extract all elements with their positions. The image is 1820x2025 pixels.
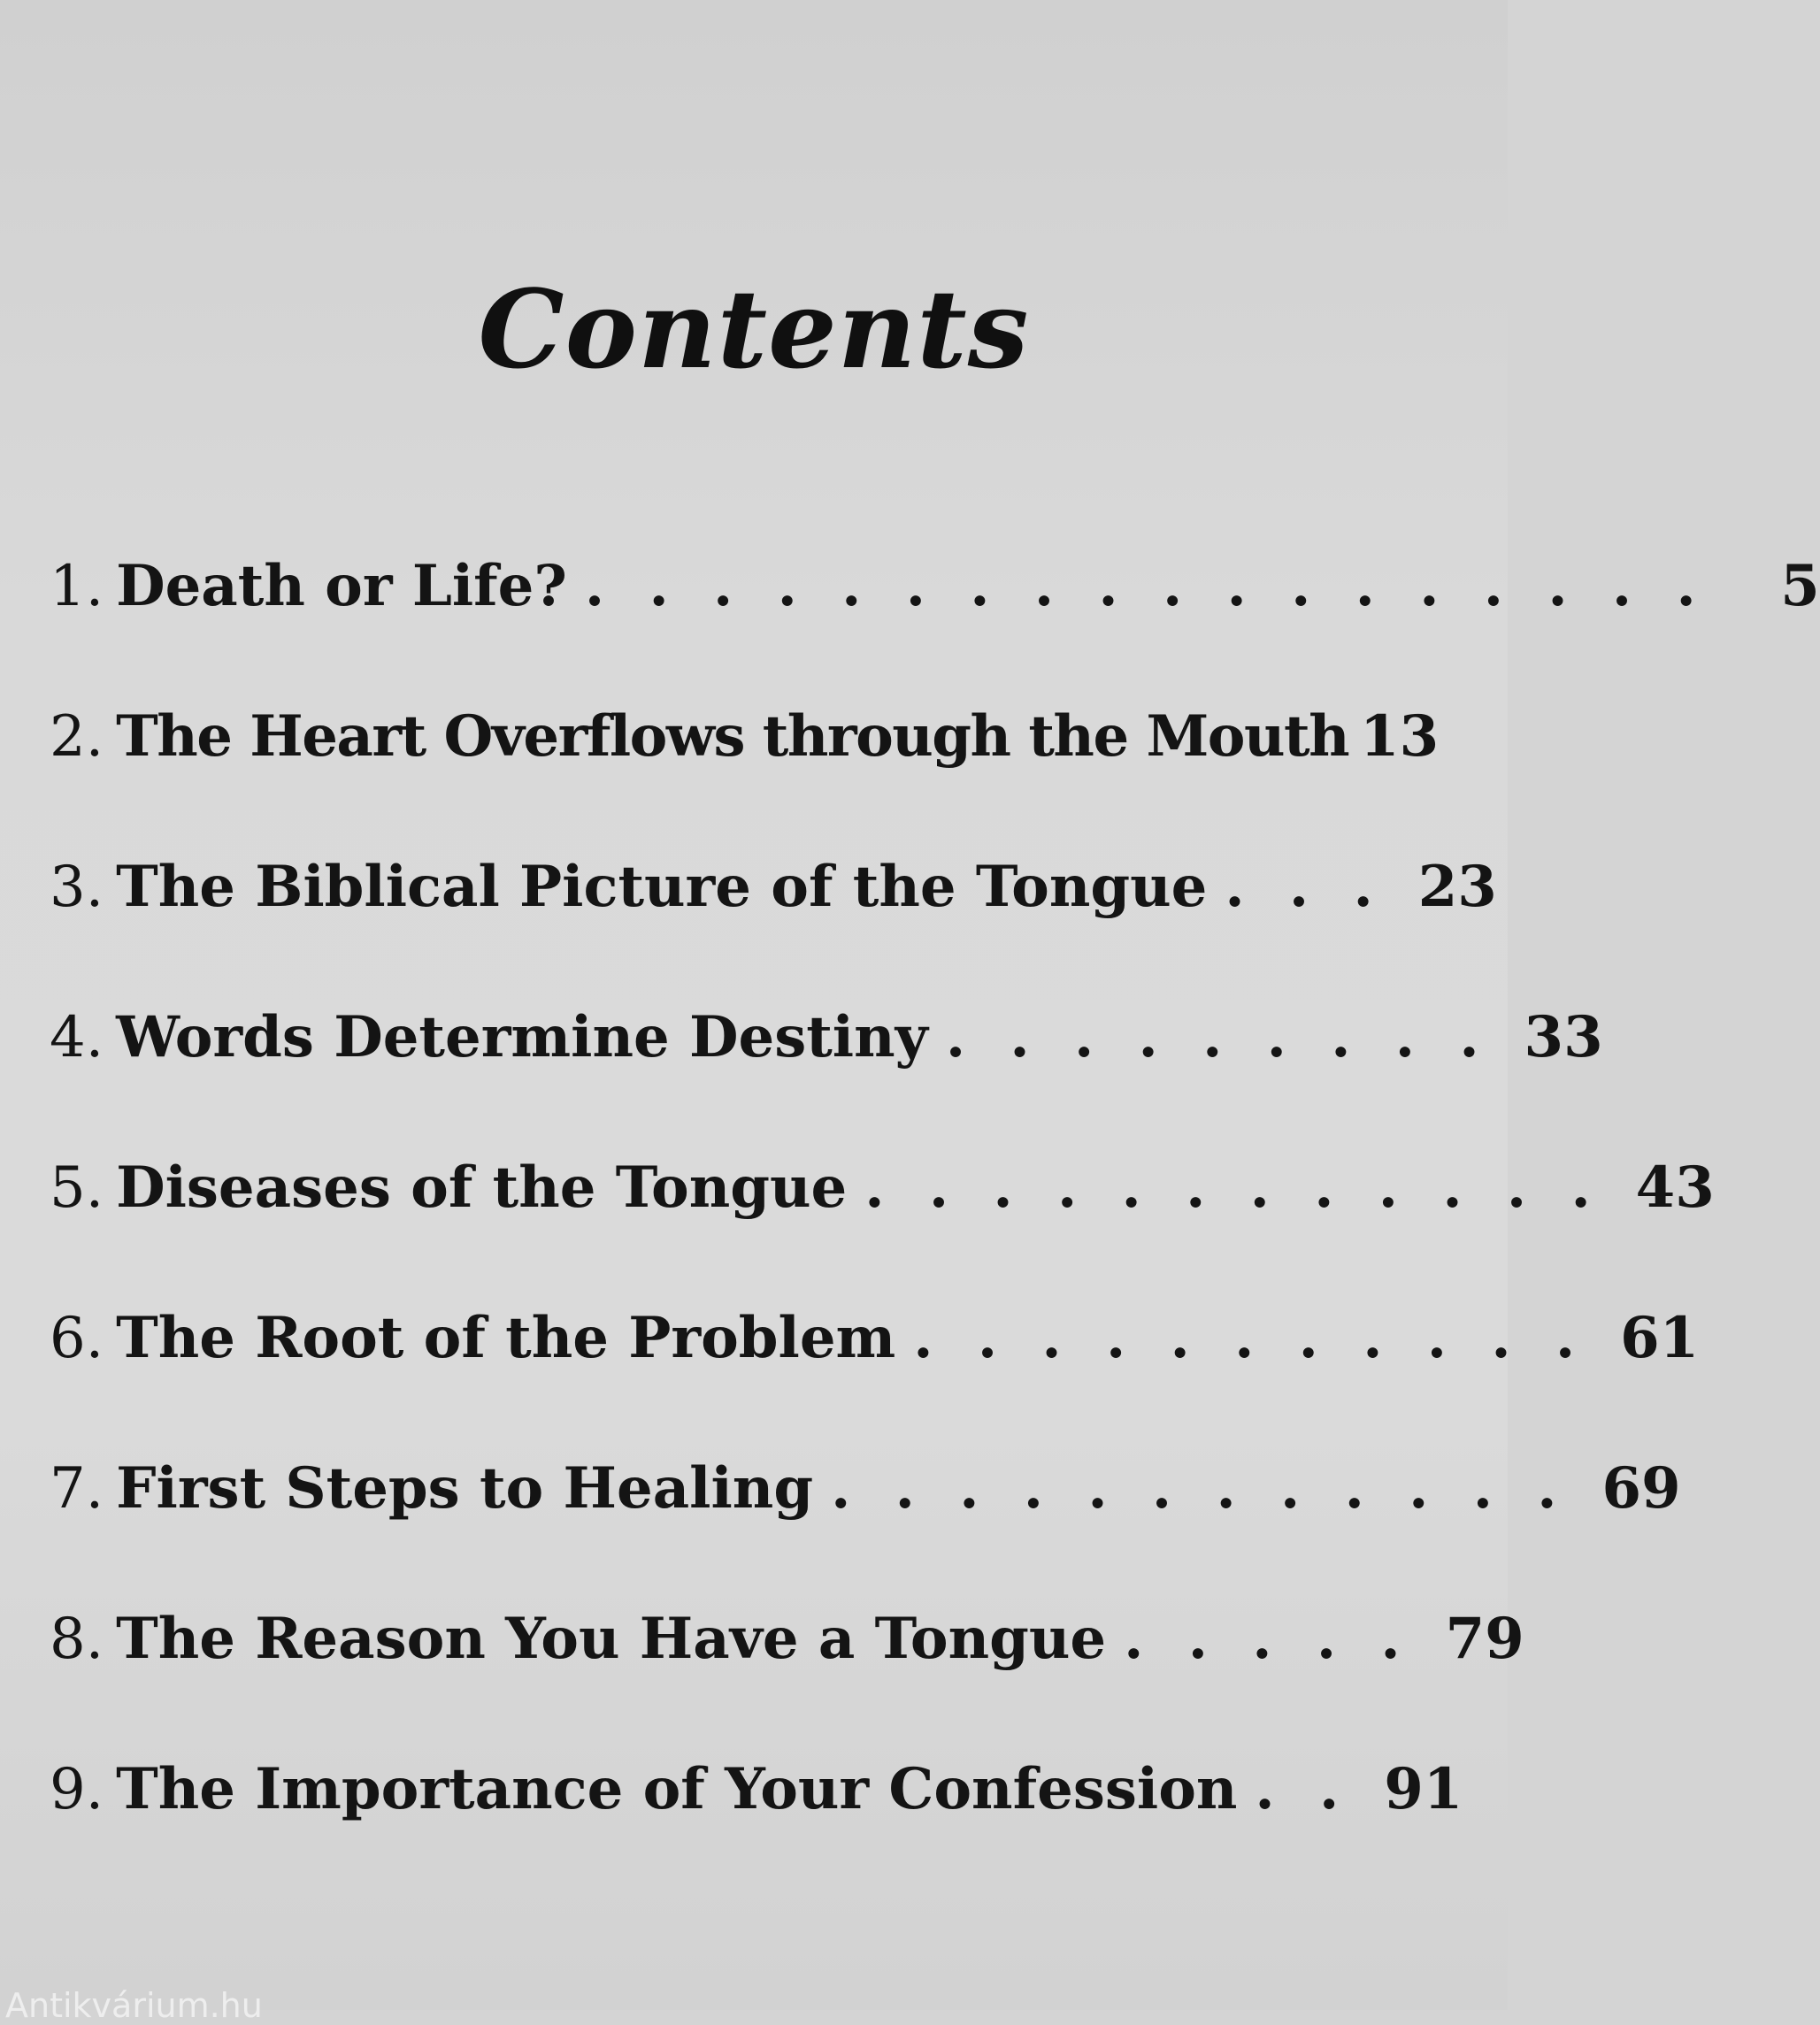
chapter-number: 7. <box>50 1456 104 1522</box>
dot-leader: . . . . . . . . . . . . <box>831 1455 1570 1522</box>
page-title: Contents <box>478 265 1030 393</box>
chapter-number: 2. <box>50 704 104 770</box>
chapter-title: Words Determine Destiny <box>116 1004 928 1070</box>
chapter-title: The Biblical Picture of the Tongue <box>116 854 1208 920</box>
dot-leader: . . . . . . . . . <box>945 1004 1492 1070</box>
toc-entry <box>50 697 1440 848</box>
table-of-contents <box>50 547 1820 1900</box>
chapter-number: 5. <box>50 1155 104 1221</box>
chapter-number: 6. <box>50 1306 104 1371</box>
toc-entry <box>50 1449 1681 1599</box>
chapter-title: The Importance of Your Confession <box>116 1756 1238 1822</box>
chapter-title: The Reason You Have a Tongue <box>116 1606 1107 1672</box>
toc-entry <box>50 998 1603 1148</box>
dot-leader: . . . . . . . . . . . . <box>864 1154 1603 1221</box>
page-number: 69 <box>1601 1455 1681 1522</box>
dot-leader: . . . . . <box>1124 1606 1413 1672</box>
dot-leader: . . <box>1255 1756 1352 1822</box>
page-number: 79 <box>1445 1606 1524 1672</box>
chapter-number: 9. <box>50 1757 104 1822</box>
watermark: Antikvárium.hu <box>5 1986 263 2025</box>
chapter-title: The Heart Overflows through the Mouth <box>116 703 1349 770</box>
toc-entry <box>50 848 1497 998</box>
dot-leader: . . . . . . . . . . . <box>913 1305 1588 1371</box>
dot-leader: . . . <box>1225 854 1386 920</box>
chapter-title: Death or Life? <box>116 553 567 619</box>
chapter-number: 4. <box>50 1005 104 1070</box>
chapter-number: 1. <box>50 554 104 619</box>
chapter-title: The Root of the Problem <box>116 1305 896 1371</box>
dot-leader: . . . . . . . . . . . . . . . . . . <box>584 553 1709 619</box>
page-number: 43 <box>1635 1154 1715 1221</box>
chapter-title: First Steps to Healing <box>116 1455 814 1522</box>
page-number: 91 <box>1384 1756 1463 1822</box>
chapter-title: Diseases of the Tongue <box>116 1154 848 1221</box>
chapter-number: 8. <box>50 1607 104 1672</box>
toc-entry <box>50 1750 1463 1900</box>
page-number: 33 <box>1524 1004 1603 1070</box>
page-number: 61 <box>1620 1305 1700 1371</box>
toc-entry <box>50 1599 1524 1750</box>
toc-entry <box>50 1148 1715 1299</box>
page-number: 13 <box>1360 703 1440 770</box>
page-number: 23 <box>1417 854 1497 920</box>
toc-entry <box>50 1299 1700 1449</box>
page-number: 5 <box>1780 553 1820 619</box>
chapter-number: 3. <box>50 855 104 920</box>
toc-entry <box>50 547 1820 697</box>
